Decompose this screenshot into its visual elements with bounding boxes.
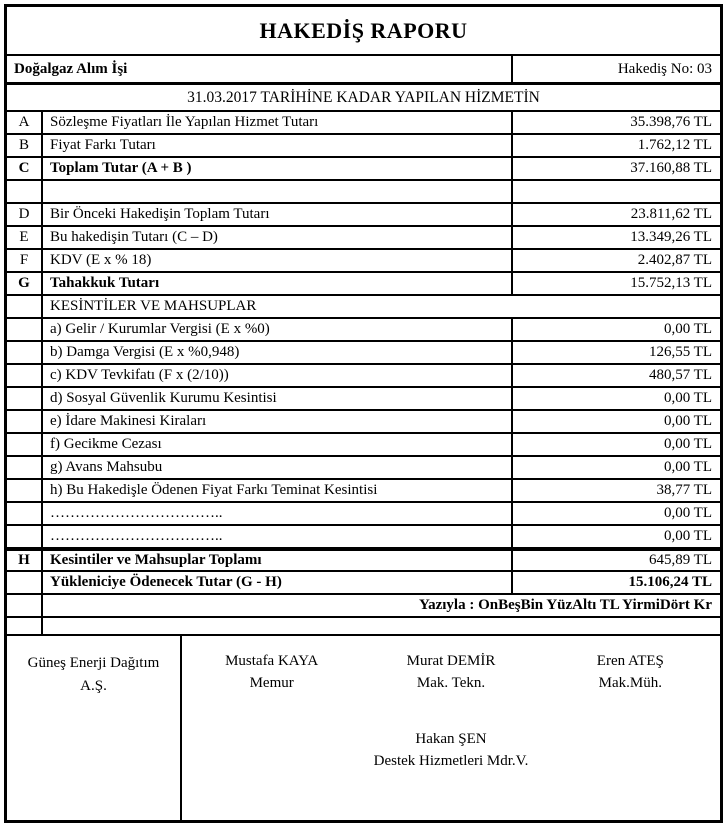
contractor-company-line1: Güneş Enerji Dağıtım bbox=[27, 655, 160, 671]
row-label: Bu hakedişin Tutarı (C – D) bbox=[50, 229, 218, 245]
row-label: f) Gecikme Cezası bbox=[50, 436, 162, 452]
contractor-company bbox=[7, 636, 182, 820]
contractor-company-line2: A.Ş. bbox=[80, 678, 107, 694]
row-value: 1.762,12 TL bbox=[511, 135, 720, 156]
row-value: 0,00 TL bbox=[511, 411, 720, 432]
row-letter: C bbox=[7, 158, 43, 179]
row-letter: G bbox=[7, 273, 43, 294]
row-letter: F bbox=[7, 250, 43, 271]
table-row bbox=[7, 457, 720, 480]
signature-section bbox=[7, 636, 720, 820]
subheader-row bbox=[7, 56, 720, 85]
row-letter bbox=[7, 365, 43, 386]
table-row bbox=[7, 365, 720, 388]
row-letter: D bbox=[7, 204, 43, 225]
row-value: 2.402,87 TL bbox=[511, 250, 720, 271]
row-letter: B bbox=[7, 135, 43, 156]
row-label: …………………………….. bbox=[50, 528, 223, 544]
table-row bbox=[7, 411, 720, 434]
row-label: e) İdare Makinesi Kiraları bbox=[50, 413, 207, 429]
row-label: b) Damga Vergisi (E x %0,948) bbox=[50, 344, 240, 360]
signer bbox=[361, 650, 540, 694]
row-label: …………………………….. bbox=[50, 505, 223, 521]
table-row bbox=[7, 296, 720, 319]
row-value: 15.752,13 TL bbox=[511, 273, 720, 294]
table-row bbox=[7, 572, 720, 595]
row-value: 0,00 TL bbox=[511, 503, 720, 524]
row-letter: E bbox=[7, 227, 43, 248]
row-value: 0,00 TL bbox=[511, 434, 720, 455]
row-value: 13.349,26 TL bbox=[511, 227, 720, 248]
row-value: 38,77 TL bbox=[511, 480, 720, 501]
row-value: 15.106,24 TL bbox=[511, 572, 720, 593]
table-row bbox=[7, 342, 720, 365]
row-label: c) KDV Tevkifatı (F x (2/10)) bbox=[50, 367, 229, 383]
row-label: h) Bu Hakedişle Ödenen Fiyat Farkı Teminat Kesintisi bbox=[50, 482, 378, 498]
row-label: KDV (E x % 18) bbox=[50, 252, 152, 268]
row-value: 645,89 TL bbox=[511, 551, 720, 570]
table-row bbox=[7, 618, 720, 636]
table-row bbox=[7, 595, 720, 618]
table-row bbox=[7, 273, 720, 296]
row-letter bbox=[7, 618, 43, 634]
row-letter bbox=[7, 296, 43, 317]
report-number: Hakediş No: 03 bbox=[511, 56, 720, 82]
row-label: d) Sosyal Güvenlik Kurumu Kesintisi bbox=[50, 390, 277, 406]
row-label: Yazıyla : OnBeşBin YüzAltı TL YirmiDört Kr bbox=[418, 597, 712, 613]
table-row bbox=[7, 503, 720, 526]
signers-area bbox=[182, 636, 720, 820]
row-value: 0,00 TL bbox=[511, 319, 720, 340]
signer bbox=[182, 650, 361, 694]
row-value: 0,00 TL bbox=[511, 457, 720, 478]
table-row bbox=[7, 526, 720, 549]
report-frame bbox=[4, 4, 723, 823]
row-letter bbox=[7, 342, 43, 363]
table-row bbox=[7, 549, 720, 572]
row-value: 35.398,76 TL bbox=[511, 112, 720, 133]
signer-title: Memur bbox=[249, 675, 294, 691]
row-letter bbox=[7, 572, 43, 593]
table-row bbox=[7, 480, 720, 503]
period-header: 31.03.2017 TARİHİNE KADAR YAPILAN HİZMETİN bbox=[7, 85, 720, 112]
row-letter bbox=[7, 411, 43, 432]
row-letter: A bbox=[7, 112, 43, 133]
table-row bbox=[7, 388, 720, 411]
row-value: 0,00 TL bbox=[511, 526, 720, 547]
row-value bbox=[511, 181, 720, 202]
row-label: Toplam Tutar (A + B ) bbox=[50, 160, 192, 176]
row-label: Sözleşme Fiyatları İle Yapılan Hizmet Tutarı bbox=[50, 114, 319, 130]
table-row bbox=[7, 112, 720, 135]
signer-title: Mak.Müh. bbox=[598, 675, 662, 691]
row-label: a) Gelir / Kurumlar Vergisi (E x %0) bbox=[50, 321, 270, 337]
table-row bbox=[7, 204, 720, 227]
row-label: Kesintiler ve Mahsuplar Toplamı bbox=[50, 552, 262, 568]
table-row bbox=[7, 135, 720, 158]
signer-title: Mak. Tekn. bbox=[416, 675, 486, 691]
row-letter bbox=[7, 457, 43, 478]
signer-name: Murat DEMİR bbox=[406, 653, 496, 669]
row-label: Bir Önceki Hakedişin Toplam Tutarı bbox=[50, 206, 270, 222]
signers-row bbox=[182, 636, 720, 694]
row-letter bbox=[7, 181, 43, 202]
row-label: Yükleniciye Ödenecek Tutar (G - H) bbox=[50, 574, 282, 590]
approver-title: Destek Hizmetleri Mdr.V. bbox=[373, 753, 529, 769]
row-label: KESİNTİLER VE MAHSUPLAR bbox=[50, 298, 257, 314]
signer-name: Mustafa KAYA bbox=[225, 653, 319, 669]
table-row bbox=[7, 158, 720, 181]
row-label: Fiyat Farkı Tutarı bbox=[50, 137, 156, 153]
row-value: 0,00 TL bbox=[511, 388, 720, 409]
row-letter: H bbox=[7, 551, 43, 570]
main-table bbox=[7, 112, 720, 636]
row-letter bbox=[7, 434, 43, 455]
row-letter bbox=[7, 595, 43, 616]
row-letter bbox=[7, 503, 43, 524]
row-label bbox=[43, 181, 511, 202]
row-label bbox=[43, 618, 720, 634]
job-name: Doğalgaz Alım İşi bbox=[14, 60, 128, 77]
table-row bbox=[7, 434, 720, 457]
approver-name: Hakan ŞEN bbox=[415, 731, 487, 747]
row-letter bbox=[7, 526, 43, 547]
table-row bbox=[7, 227, 720, 250]
row-value: 37.160,88 TL bbox=[511, 158, 720, 179]
row-value: 23.811,62 TL bbox=[511, 204, 720, 225]
table-row bbox=[7, 319, 720, 342]
row-value: 126,55 TL bbox=[511, 342, 720, 363]
table-row bbox=[7, 181, 720, 204]
page-title: HAKEDİŞ RAPORU bbox=[7, 7, 720, 56]
row-label: g) Avans Mahsubu bbox=[50, 459, 163, 475]
row-label: Tahakkuk Tutarı bbox=[50, 275, 160, 291]
row-value: 480,57 TL bbox=[511, 365, 720, 386]
signer bbox=[541, 650, 720, 694]
table-row bbox=[7, 250, 720, 273]
row-letter bbox=[7, 319, 43, 340]
row-letter bbox=[7, 388, 43, 409]
signer-name: Eren ATEŞ bbox=[596, 653, 664, 669]
row-letter bbox=[7, 480, 43, 501]
approver bbox=[182, 728, 720, 772]
